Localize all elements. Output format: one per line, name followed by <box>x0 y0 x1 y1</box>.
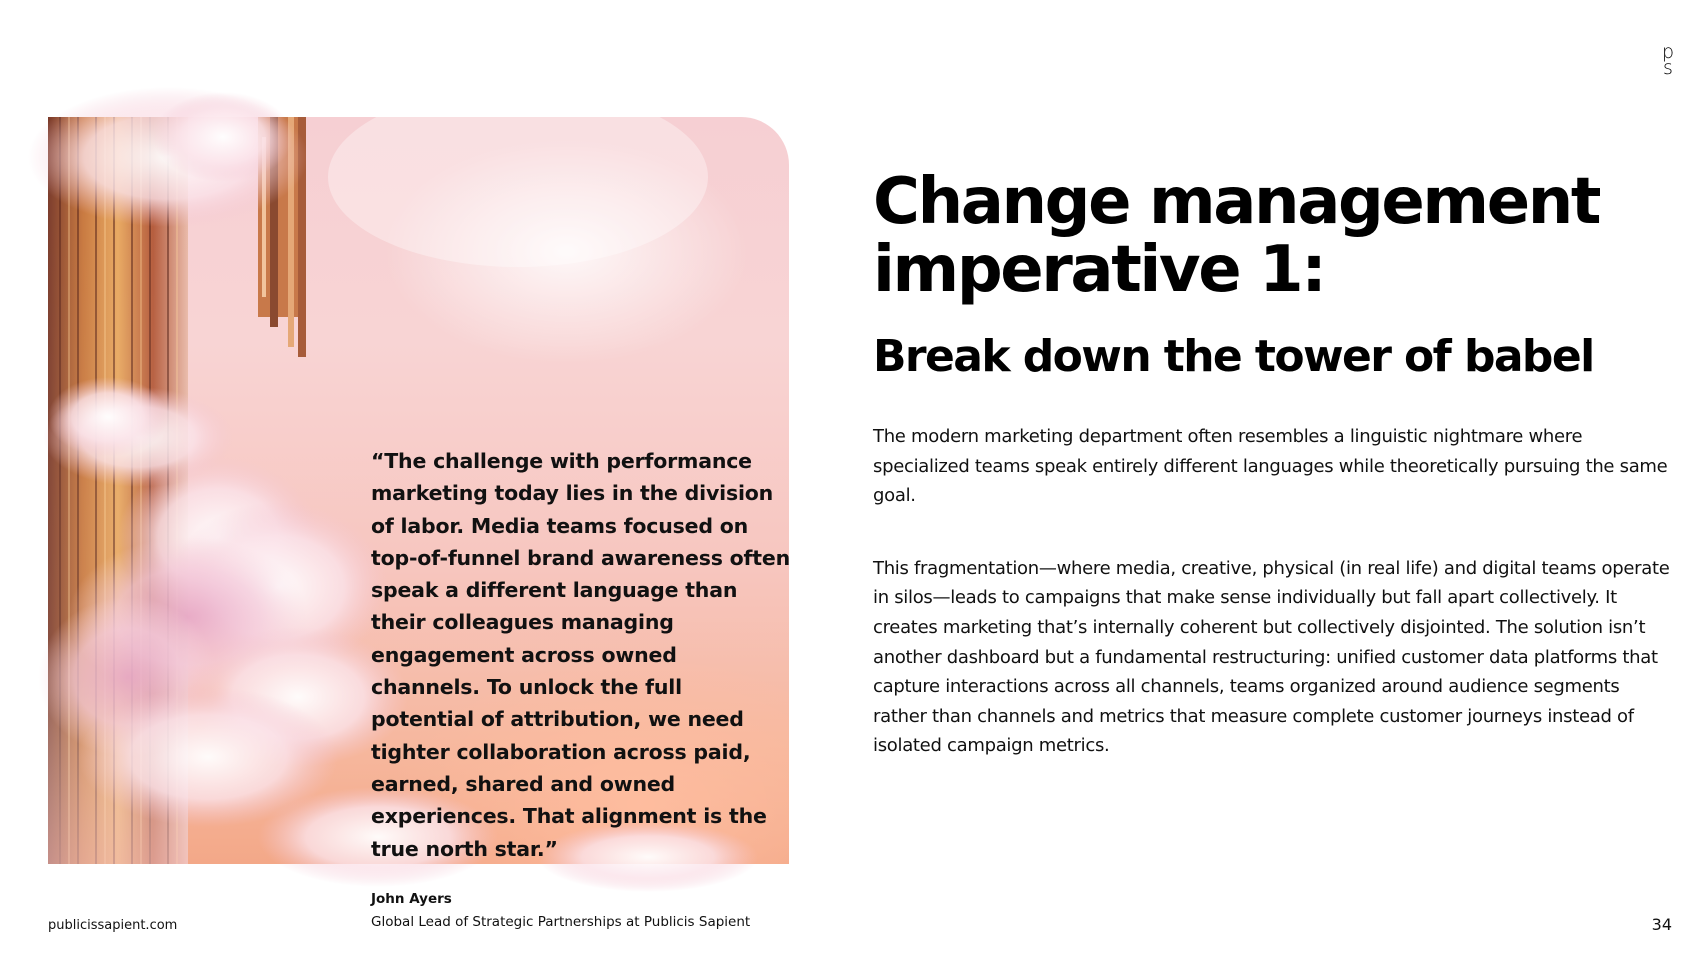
pull-quote <box>371 445 791 933</box>
quote-text: “The challenge with performance marketing today lies in the division of labor. Media teams focused on top-of-funnel brand awareness often speak a different language than their colleagues managing engagement across owned channels. To unlock the full potential of attribution, we need tighter collaboration across paid, earned, shared and owned experiences. That alignment is the true north star.” <box>371 449 790 861</box>
page-subtitle: Break down the tower of babel <box>873 331 1594 382</box>
footer-website-link[interactable]: publicissapient.com <box>48 918 178 933</box>
quote-author-role: Global Lead of Strategic Partnerships at Publicis Sapient <box>371 913 751 930</box>
main-content <box>873 165 1673 761</box>
page-number: 34 <box>1651 915 1672 934</box>
brand-logo-letter-bottom: s <box>1663 57 1673 79</box>
body-paragraph: The modern marketing department often resembles a linguistic nightmare where specialized teams speak entirely different languages while theoretically pursuing the same goal. <box>873 426 1668 507</box>
quote-author: John Ayers <box>371 890 452 907</box>
body-paragraph: This fragmentation—where media, creative, physical (in real life) and digital teams operate in silos—leads to campaigns that make sense individually but fall apart collectively. It creates marketing that’s internally coherent but collectively disjointed. The solution isn’t another dashboard but a fundamental restructuring: unified customer data platforms that capture interactions across all channels, teams organized around audience segments rather than channels and metrics that measure complete customer journeys instead of isolated campaign metrics. <box>873 557 1670 757</box>
brand-logo-letter-top: p <box>1661 41 1675 63</box>
page-title: Change management imperative 1: <box>873 165 1600 307</box>
brand-logo <box>1658 41 1678 79</box>
